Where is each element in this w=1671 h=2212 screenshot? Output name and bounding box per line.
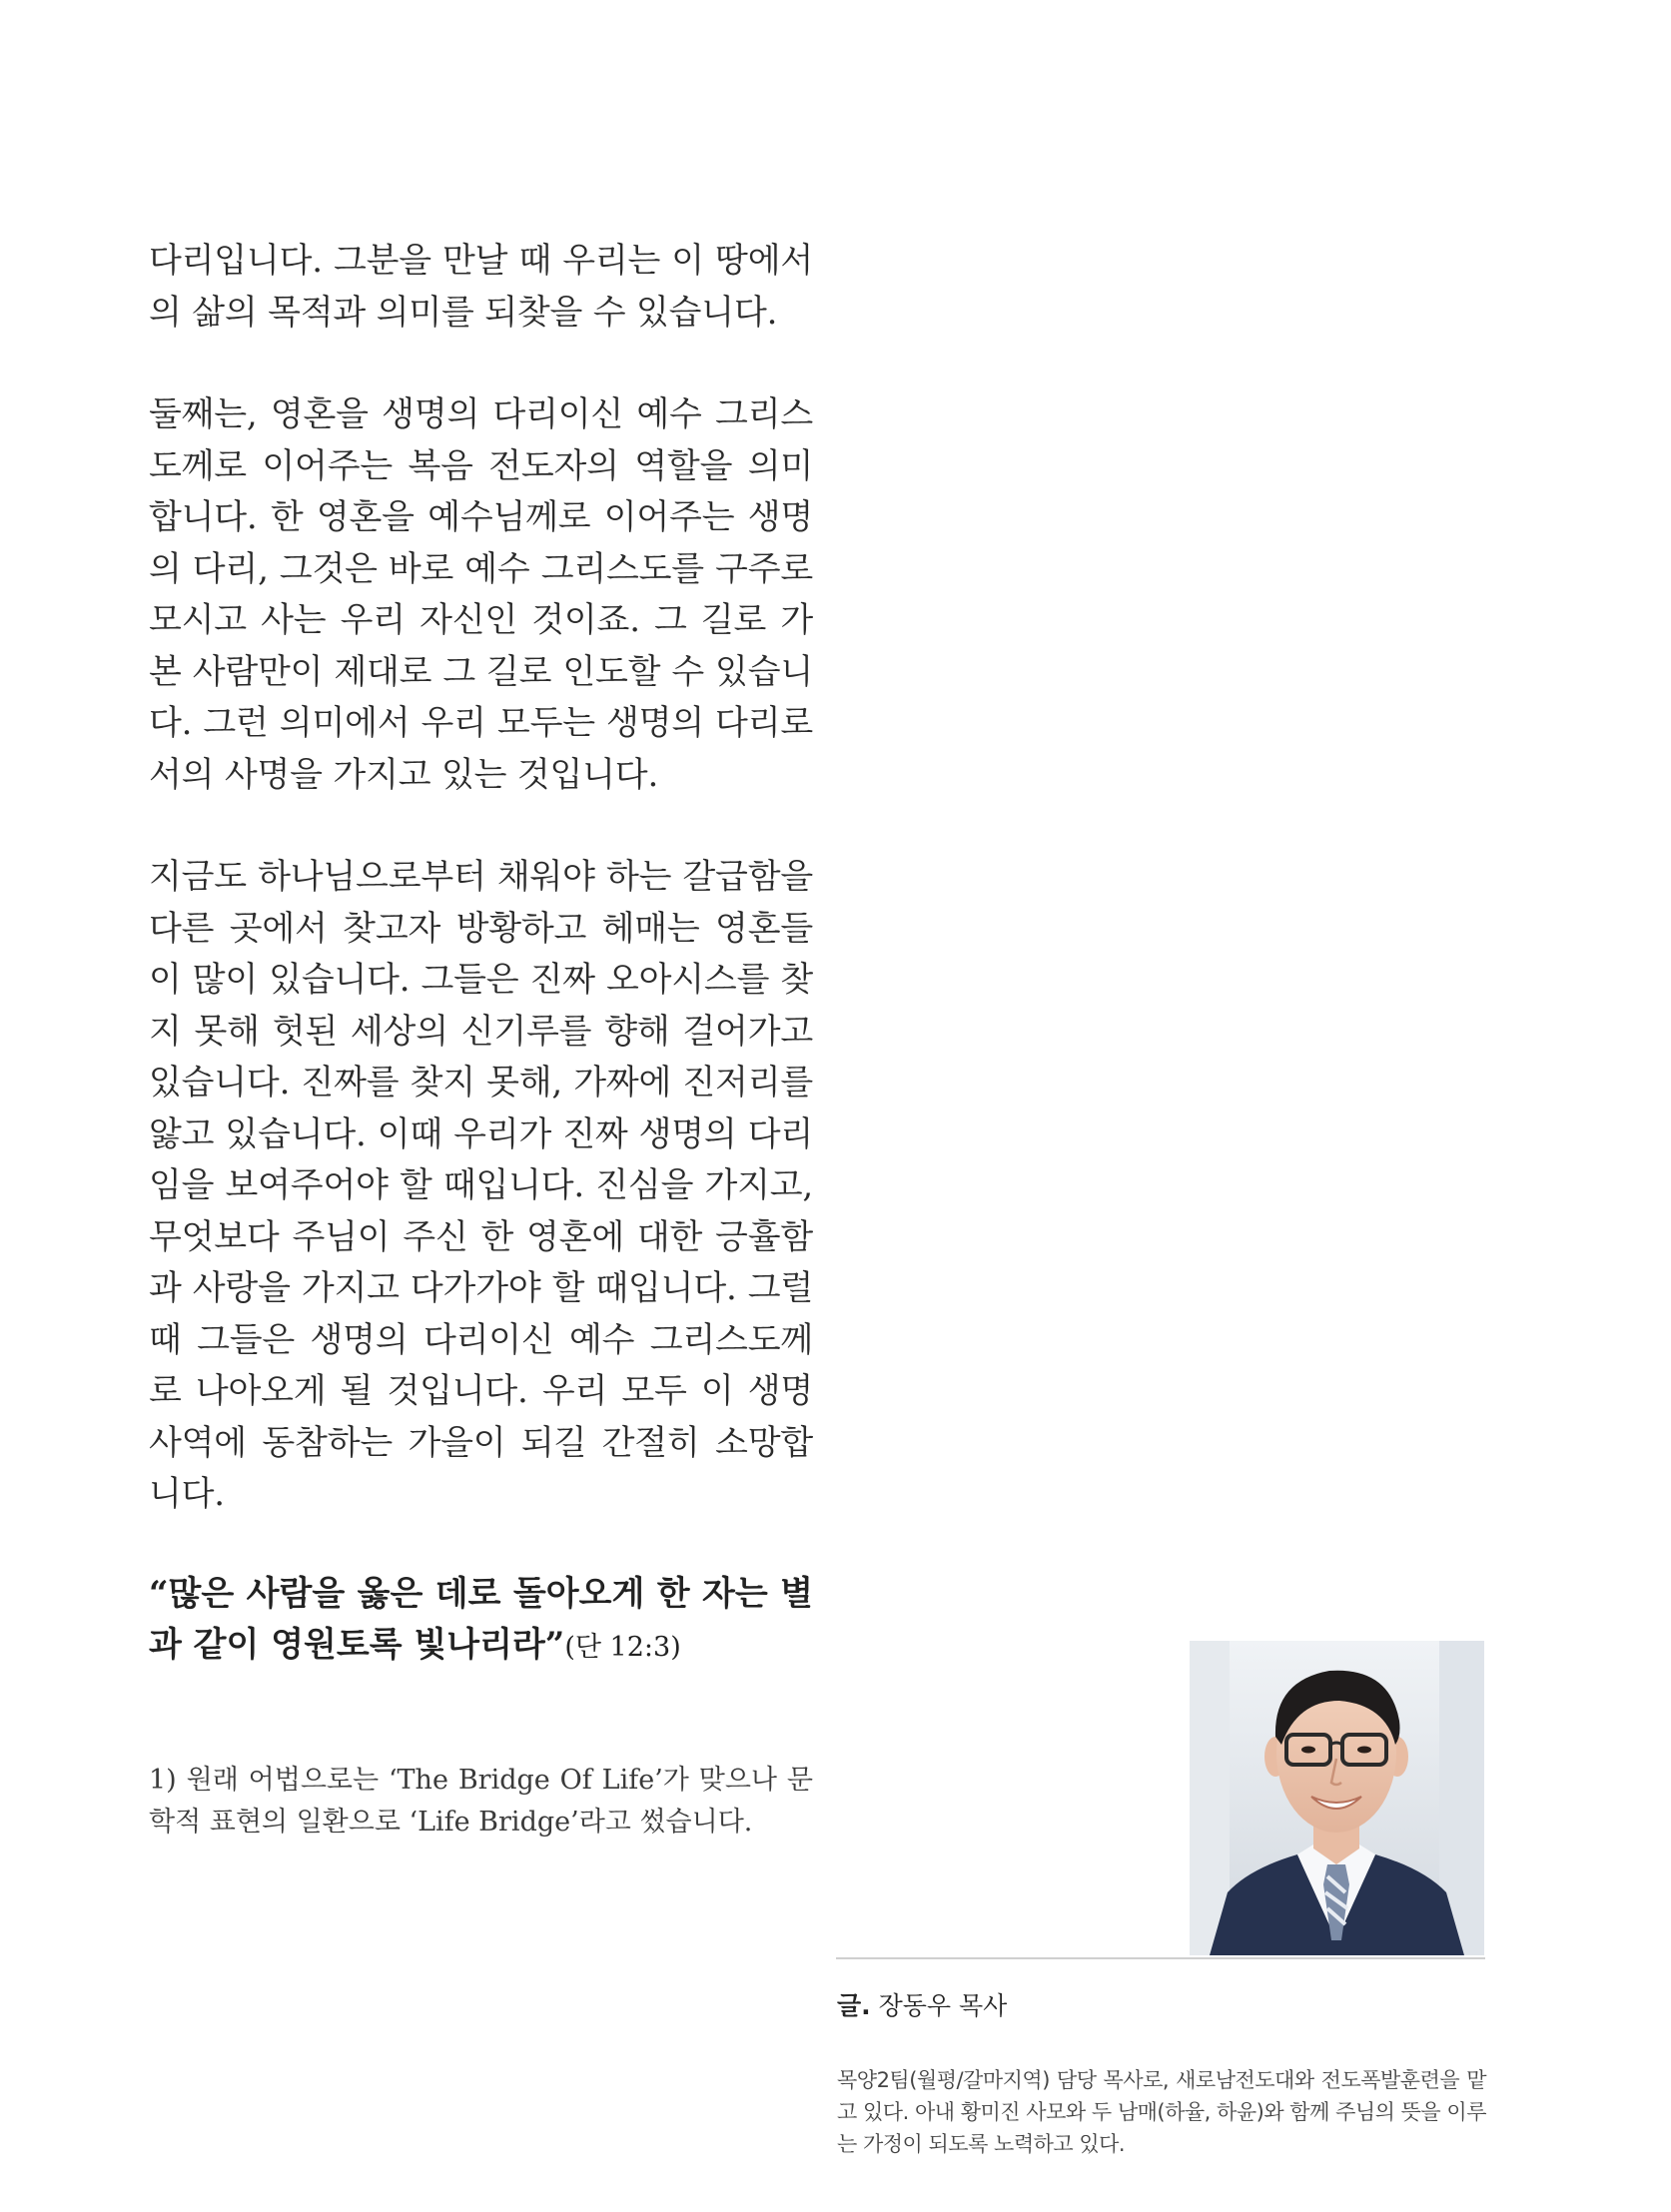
paragraph-2: 둘째는, 영혼을 생명의 다리이신 예수 그리스도께로 이어주는 복음 전도자의 역할을 의미합니다. 한 영혼을 예수님께로 이어주는 생명의 다리, 그것은 바로 예수 그리스도를 구주로 모시고 사는 우리 자신인 것이죠. 그 길로 가본 사람만이 제대로 그 길로 인도할 수 있습니다. 그런 의미에서 우리 모두는 생명의 다리로서의 사명을 가지고 있는 것입니다.: [149, 394, 813, 795]
footnote: 1) 원래 어법으로는 ‘The Bridge Of Life’가 맞으나 문학적 표현의 일환으로 ‘Life Bridge’라고 썼습니다.: [149, 1764, 813, 1838]
paragraph-1: 다리입니다. 그분을 만날 때 우리는 이 땅에서의 삶의 목적과 의미를 되찾을 수 있습니다.: [149, 241, 813, 333]
author-divider: [836, 1957, 1485, 1959]
quote-reference: (단 12:3): [564, 1632, 681, 1663]
author-photo: [1190, 1641, 1484, 1955]
author-prefix: 글.: [837, 1991, 871, 2020]
author-name: 장동우 목사: [878, 1991, 1008, 2020]
author-byline: [837, 1990, 1007, 2022]
scripture-quote: [149, 1569, 813, 1674]
paragraph-3: 지금도 하나님으로부터 채워야 하는 갈급함을 다른 곳에서 찾고자 방황하고 헤매는 영혼들이 많이 있습니다. 그들은 진짜 오아시스를 찾지 못해 헛된 세상의 신기루를 향해 걸어가고 있습니다. 진짜를 찾지 못해, 가짜에 진저리를 앓고 있습니다. 이때 우리가 진짜 생명의 다리임을 보여주어야 할 때입니다. 진심을 가지고, 무엇보다 주님이 주신 한 영혼에 대한 긍휼함과 사랑을 가지고 다가가야 할 때입니다. 그럴 때 그들은 생명의 다리이신 예수 그리스도께로 나아오게 될 것입니다. 우리 모두 이 생명사역에 동참하는 가을이 되길 간절히 소망합니다.: [149, 857, 813, 1514]
quote-text: “많은 사람을 옳은 데로 돌아오게 한 자는 별과 같이 영원토록 빛나리라”: [149, 1573, 813, 1665]
author-bio: 목양2팀(월평/갈마지역) 담당 목사로, 새로남전도대와 전도폭발훈련을 맡고 있다. 아내 황미진 사모와 두 남매(하율, 하윤)와 함께 주님의 뜻을 이루는 가정이 되도록 노력하고 있다.: [837, 2068, 1486, 2156]
author-portrait-illustration: [1190, 1641, 1484, 1955]
article-body: [149, 236, 813, 1843]
